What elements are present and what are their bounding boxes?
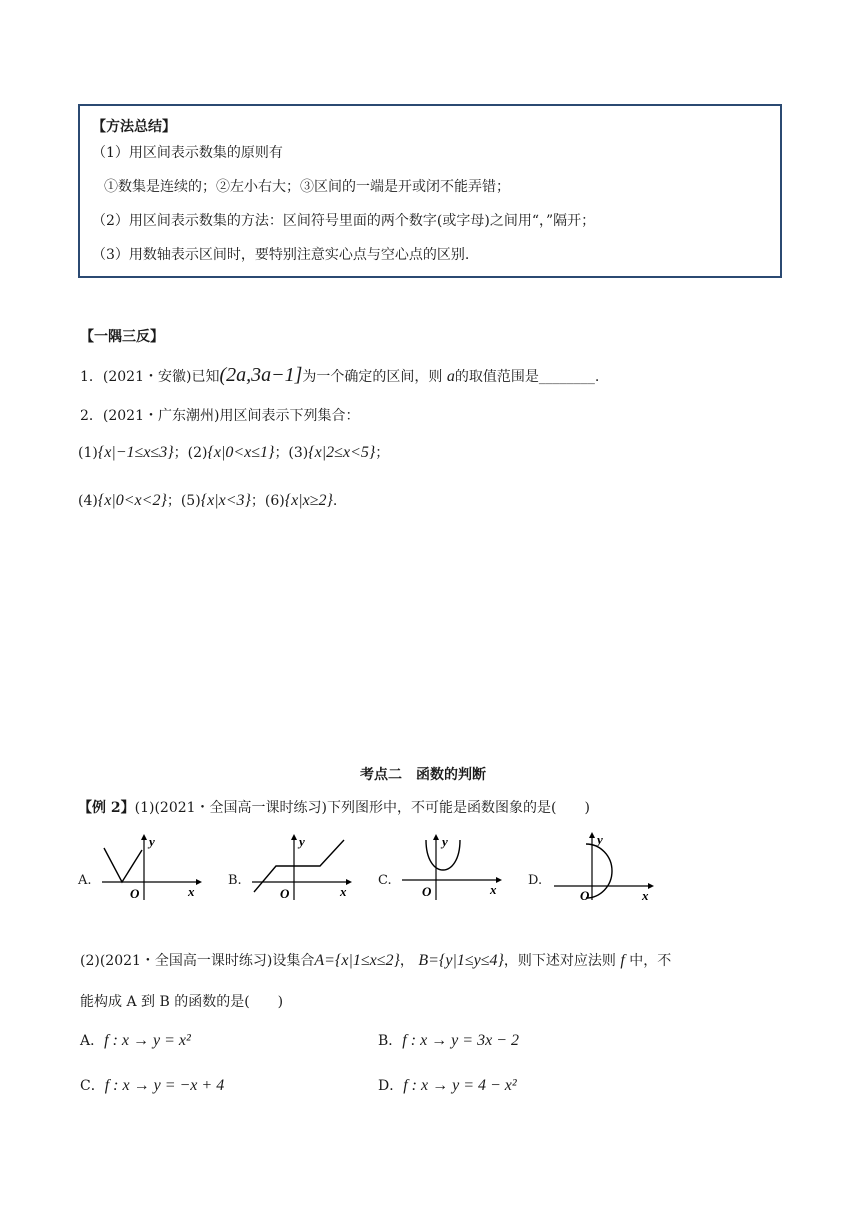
example-2-part-2-line-1: (2)(2021・全国高一课时练习)设集合A={x|1≤x≤2}， B={y|1≤y≤4}，则下述对应法则 f 中，不 — [80, 952, 672, 969]
y-axis-label: y — [442, 834, 448, 849]
x-axis-label: x — [490, 882, 497, 897]
q2-item-label: ；(2) — [173, 445, 208, 461]
example-2-part-2-line-2: 能构成 A 到 B 的函数的是( ) — [80, 994, 284, 1010]
question-1 — [80, 364, 599, 387]
question-2-row-2 — [78, 490, 337, 510]
origin-label: O — [280, 886, 290, 901]
q2-set: {x|0<x<2} — [97, 492, 167, 509]
q2-sep: ； — [375, 445, 390, 461]
practice-heading: 【一隅三反】 — [80, 329, 164, 345]
summary-heading: 【方法总结】 — [92, 119, 176, 135]
origin-label: O — [580, 888, 590, 902]
choice-label: D． — [378, 1078, 404, 1094]
choice-expr: f : x → y = −x + 4 — [104, 1077, 225, 1094]
q1-interval: (2a,3a−1] — [219, 364, 303, 386]
part2-text: 中，不 — [629, 953, 672, 969]
choice-label: A． — [80, 1033, 105, 1049]
y-axis-label: y — [299, 834, 305, 849]
q2-set: {x|−1≤x≤3} — [97, 444, 174, 461]
part2-text: ，则下述对应法则 — [503, 953, 616, 969]
choice-c — [80, 1075, 224, 1095]
question-2-row-1 — [78, 442, 389, 462]
question-2: 2．(2021・广东潮州)用区间表示下列集合： — [80, 408, 360, 424]
graph-option-d-label: D. — [528, 873, 543, 888]
q2-set: {x|x<3} — [200, 492, 251, 509]
q2-item-label: (4) — [78, 493, 98, 509]
section-title: 考点二 函数的判断 — [360, 767, 486, 783]
example-2-part-1 — [78, 797, 590, 817]
q2-set: {x|0<x≤1} — [207, 444, 275, 461]
q2-item-label: ；(3) — [274, 445, 309, 461]
q1-suffix: 为一个确定的区间，则 — [302, 369, 443, 385]
y-axis-label: y — [149, 834, 155, 849]
set-a: A={x|1≤x≤2} — [314, 952, 400, 969]
choice-label: C． — [80, 1078, 105, 1094]
summary-line-4: （3）用数轴表示区间时，要特别注意实心点与空心点的区别. — [92, 247, 470, 263]
q1-var: a — [446, 368, 455, 385]
q2-sep: . — [332, 493, 338, 509]
graph-d — [552, 830, 656, 902]
graph-option-a-label: A. — [78, 873, 92, 888]
choice-a — [80, 1030, 191, 1050]
origin-label: O — [422, 884, 432, 899]
q2-set: {x|x≥2} — [284, 492, 333, 509]
q1-tail: 的取值范围是________. — [454, 369, 600, 385]
y-axis-label: y — [597, 832, 603, 847]
x-axis-label: x — [188, 884, 195, 899]
summary-line-2: ①数集是连续的；②左小右大；③区间的一端是开或闭不能弄错； — [104, 179, 510, 195]
x-axis-label: x — [340, 884, 347, 899]
graph-option-c-label: C. — [378, 873, 392, 888]
function-f: f — [620, 952, 625, 969]
choice-label: B． — [378, 1033, 403, 1049]
q2-item-label: ；(6) — [250, 493, 285, 509]
summary-line-1: （1）用区间表示数集的原则有 — [92, 145, 283, 161]
part2-text: (2)(2021・全国高一课时练习)设集合 — [80, 953, 315, 969]
graph-option-b-label: B. — [228, 873, 242, 888]
summary-line-3: （2）用区间表示数集的方法：区间符号里面的两个数字(或字母)之间用“，”隔开； — [92, 213, 596, 229]
choice-expr: f : x → y = x² — [104, 1032, 191, 1049]
origin-label: O — [130, 886, 140, 901]
q2-item-label: ；(5) — [166, 493, 201, 509]
x-axis-label: x — [642, 888, 649, 902]
choice-b — [378, 1030, 519, 1050]
example-2-text: (1)(2021・全国高一课时练习)下列图形中，不可能是函数图象的是( ) — [134, 800, 590, 816]
graph-b — [250, 832, 354, 902]
q2-item-label: (1) — [78, 445, 98, 461]
q1-prefix: 1．(2021・安徽)已知 — [80, 369, 220, 385]
graph-c — [400, 832, 504, 902]
example-label: 【例 2】 — [78, 800, 135, 816]
set-b: B={y|1≤y≤4} — [418, 952, 504, 969]
q2-set: {x|2≤x<5} — [308, 444, 376, 461]
choice-d — [378, 1075, 517, 1095]
choice-expr: f : x → y = 4 − x² — [403, 1077, 517, 1094]
graph-a — [100, 832, 204, 902]
choice-expr: f : x → y = 3x − 2 — [402, 1032, 519, 1049]
